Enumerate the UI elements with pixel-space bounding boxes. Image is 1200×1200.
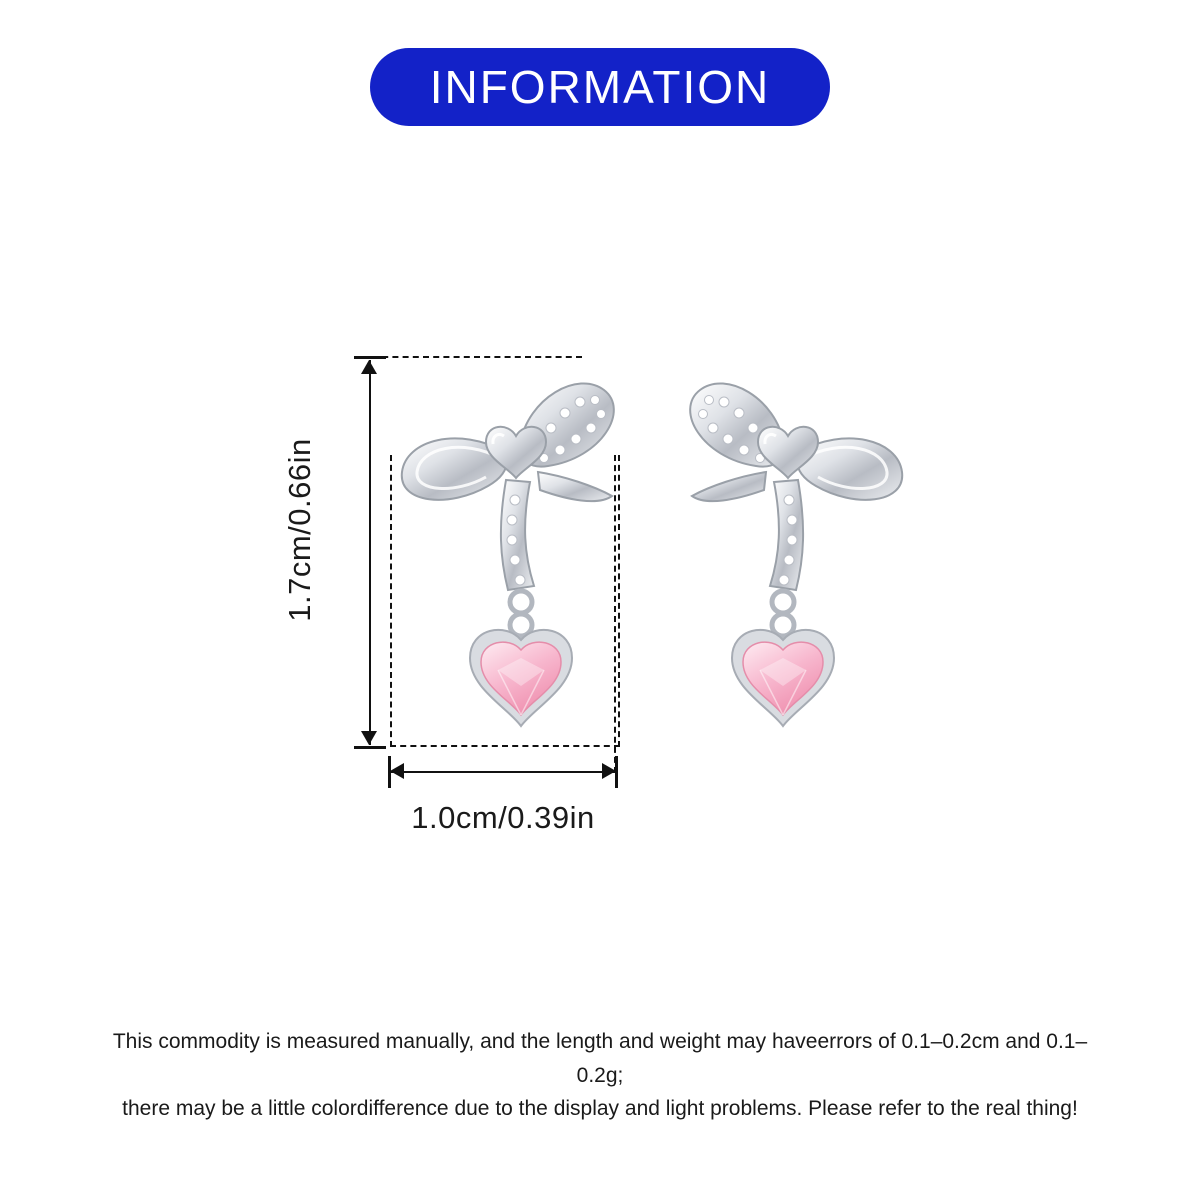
height-measure-shaft xyxy=(369,360,371,745)
arrow-up-icon xyxy=(361,360,377,374)
width-measure-shaft xyxy=(390,771,616,773)
earring-left xyxy=(388,340,638,765)
height-measure-cap-bottom xyxy=(354,746,386,749)
disclaimer-line-1: This commodity is measured manually, and the length and weight may haveerrors of 0.1–0.2cm and 0.1–0.2g; xyxy=(112,1030,1088,1087)
height-measure-line xyxy=(368,360,372,745)
arrow-right-icon xyxy=(602,763,616,779)
earring-right xyxy=(672,340,922,765)
arrow-left-icon xyxy=(390,763,404,779)
height-measure-label: 1.7cm/0.66in xyxy=(282,438,317,622)
earring-left-graphic xyxy=(388,340,638,760)
disclaimer-note xyxy=(95,1025,1105,1126)
disclaimer-line-2: there may be a little colordifference due to the display and light problems. Please refer to the real thing! xyxy=(122,1097,1078,1121)
height-measure-cap-top xyxy=(354,356,386,359)
arrow-down-icon xyxy=(361,731,377,745)
information-badge xyxy=(370,48,830,126)
product-measurement-diagram xyxy=(0,330,1200,850)
information-badge-label: INFORMATION xyxy=(429,61,771,113)
width-measure-label: 1.0cm/0.39in xyxy=(411,800,595,835)
width-measure-line xyxy=(390,770,616,774)
earring-right-graphic xyxy=(672,340,922,760)
